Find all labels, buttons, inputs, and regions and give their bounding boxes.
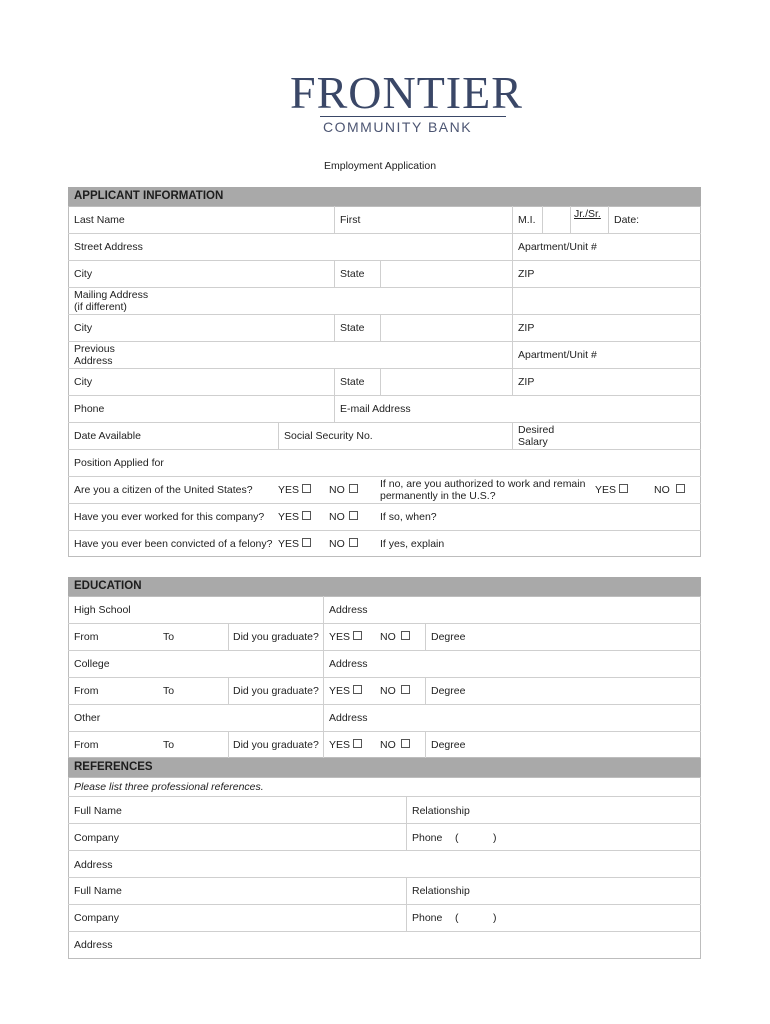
desired-salary-label: Desired	[518, 424, 555, 436]
ref1-phone-paren-open: (	[455, 832, 459, 844]
ref2-company-label: Company	[74, 912, 119, 924]
previous-apartment-label: Apartment/Unit #	[518, 349, 597, 361]
high-school-label: High School	[74, 604, 131, 616]
references-header: REFERENCES	[68, 758, 701, 777]
mi-label: M.I.	[518, 214, 536, 226]
other-graduate-label: Did you graduate?	[233, 739, 319, 751]
authorized-yes-label: YES	[595, 484, 617, 496]
hs-from-label: From	[74, 631, 99, 643]
apartment-label: Apartment/Unit #	[518, 241, 597, 253]
other-yes-label: YES	[329, 739, 351, 751]
college-graduate-label: Did you graduate?	[233, 685, 319, 697]
worked-question: Have you ever worked for this company?	[74, 511, 265, 523]
previous-state-label: State	[340, 376, 365, 388]
college-degree-label: Degree	[431, 685, 466, 697]
ref1-phone-paren-close: )	[493, 832, 497, 844]
jrsr-label: Jr./Sr.	[574, 208, 601, 220]
logo-underline	[320, 116, 506, 117]
other-no-checkbox[interactable]	[401, 739, 410, 748]
zip-label: ZIP	[518, 268, 535, 280]
mailing-zip-label: ZIP	[518, 322, 535, 334]
authorized-no-checkbox[interactable]	[676, 484, 685, 493]
logo-main-text: FRONTIER	[290, 67, 523, 118]
mailing-state-label: State	[340, 322, 365, 334]
worked-yes-checkbox[interactable]	[302, 511, 311, 520]
date-label: Date:	[614, 214, 640, 226]
city-label: City	[74, 268, 93, 280]
desired-salary-label-2: Salary	[518, 436, 548, 448]
worked-yes-label: YES	[278, 511, 300, 523]
ref2-address-label: Address	[74, 939, 113, 951]
hs-degree-label: Degree	[431, 631, 466, 643]
college-label: College	[74, 658, 110, 670]
citizen-yes-label: YES	[278, 484, 300, 496]
ref1-full-name-label: Full Name	[74, 805, 122, 817]
felony-yes-label: YES	[278, 538, 300, 550]
bank-logo	[290, 67, 523, 138]
felony-yes-checkbox[interactable]	[302, 538, 311, 547]
college-yes-label: YES	[329, 685, 351, 697]
ref2-phone-paren-open: (	[455, 912, 459, 924]
ref1-phone-label: Phone	[412, 832, 443, 844]
hs-to-label: To	[163, 631, 175, 643]
other-no-label: NO	[380, 739, 396, 751]
ref1-company-label: Company	[74, 832, 119, 844]
authorized-no-label: NO	[654, 484, 670, 496]
last-name-label: Last Name	[74, 214, 125, 226]
other-from-label: From	[74, 739, 99, 751]
page-title: Employment Application	[324, 160, 437, 172]
college-no-label: NO	[380, 685, 396, 697]
college-from-label: From	[74, 685, 99, 697]
previous-address-label: Previous	[74, 343, 115, 355]
college-no-checkbox[interactable]	[401, 685, 410, 694]
authorized-yes-checkbox[interactable]	[619, 484, 628, 493]
references-note: Please list three professional references.	[74, 781, 264, 793]
last-name-field[interactable]	[150, 208, 330, 231]
first-name-label: First	[340, 214, 361, 226]
college-to-label: To	[163, 685, 175, 697]
ref2-phone-label: Phone	[412, 912, 443, 924]
ref2-full-name-label: Full Name	[74, 885, 122, 897]
street-address-label: Street Address	[74, 241, 143, 253]
education-header: EDUCATION	[68, 577, 701, 596]
previous-address-label-2: Address	[74, 355, 113, 367]
college-yes-checkbox[interactable]	[353, 685, 362, 694]
worked-no-checkbox[interactable]	[349, 511, 358, 520]
state-label: State	[340, 268, 365, 280]
citizen-no-checkbox[interactable]	[349, 484, 358, 493]
hs-no-checkbox[interactable]	[401, 631, 410, 640]
citizen-yes-checkbox[interactable]	[302, 484, 311, 493]
ref1-address-label: Address	[74, 859, 113, 871]
mailing-city-label: City	[74, 322, 93, 334]
other-address-label: Address	[329, 712, 368, 724]
position-label: Position Applied for	[74, 457, 164, 469]
other-yes-checkbox[interactable]	[353, 739, 362, 748]
authorized-question: If no, are you authorized to work and remain	[380, 478, 586, 490]
applicant-header: APPLICANT INFORMATION	[68, 187, 701, 206]
other-to-label: To	[163, 739, 175, 751]
hs-no-label: NO	[380, 631, 396, 643]
ref2-phone-paren-close: )	[493, 912, 497, 924]
hs-yes-checkbox[interactable]	[353, 631, 362, 640]
citizen-no-label: NO	[329, 484, 345, 496]
high-school-address-label: Address	[329, 604, 368, 616]
worked-when-label: If so, when?	[380, 511, 437, 523]
worked-no-label: NO	[329, 511, 345, 523]
ref2-relationship-label: Relationship	[412, 885, 470, 897]
ref1-relationship-label: Relationship	[412, 805, 470, 817]
mailing-address-label: Mailing Address	[74, 289, 149, 301]
date-available-label: Date Available	[74, 430, 141, 442]
mailing-address-note: (if different)	[74, 301, 127, 313]
authorized-question-2: permanently in the U.S.?	[380, 490, 496, 502]
hs-yes-label: YES	[329, 631, 351, 643]
previous-city-label: City	[74, 376, 93, 388]
felony-question: Have you ever been convicted of a felony?	[74, 538, 273, 550]
hs-graduate-label: Did you graduate?	[233, 631, 319, 643]
email-label: E-mail Address	[340, 403, 411, 415]
other-school-label: Other	[74, 712, 101, 724]
felony-explain-label: If yes, explain	[380, 538, 445, 550]
logo-sub-text: COMMUNITY BANK	[323, 119, 473, 135]
college-address-label: Address	[329, 658, 368, 670]
felony-no-label: NO	[329, 538, 345, 550]
applicant-section	[68, 206, 701, 557]
ssn-label: Social Security No.	[284, 430, 373, 442]
phone-label: Phone	[74, 403, 105, 415]
citizen-question: Are you a citizen of the United States?	[74, 484, 253, 496]
other-degree-label: Degree	[431, 739, 466, 751]
felony-no-checkbox[interactable]	[349, 538, 358, 547]
previous-zip-label: ZIP	[518, 376, 535, 388]
